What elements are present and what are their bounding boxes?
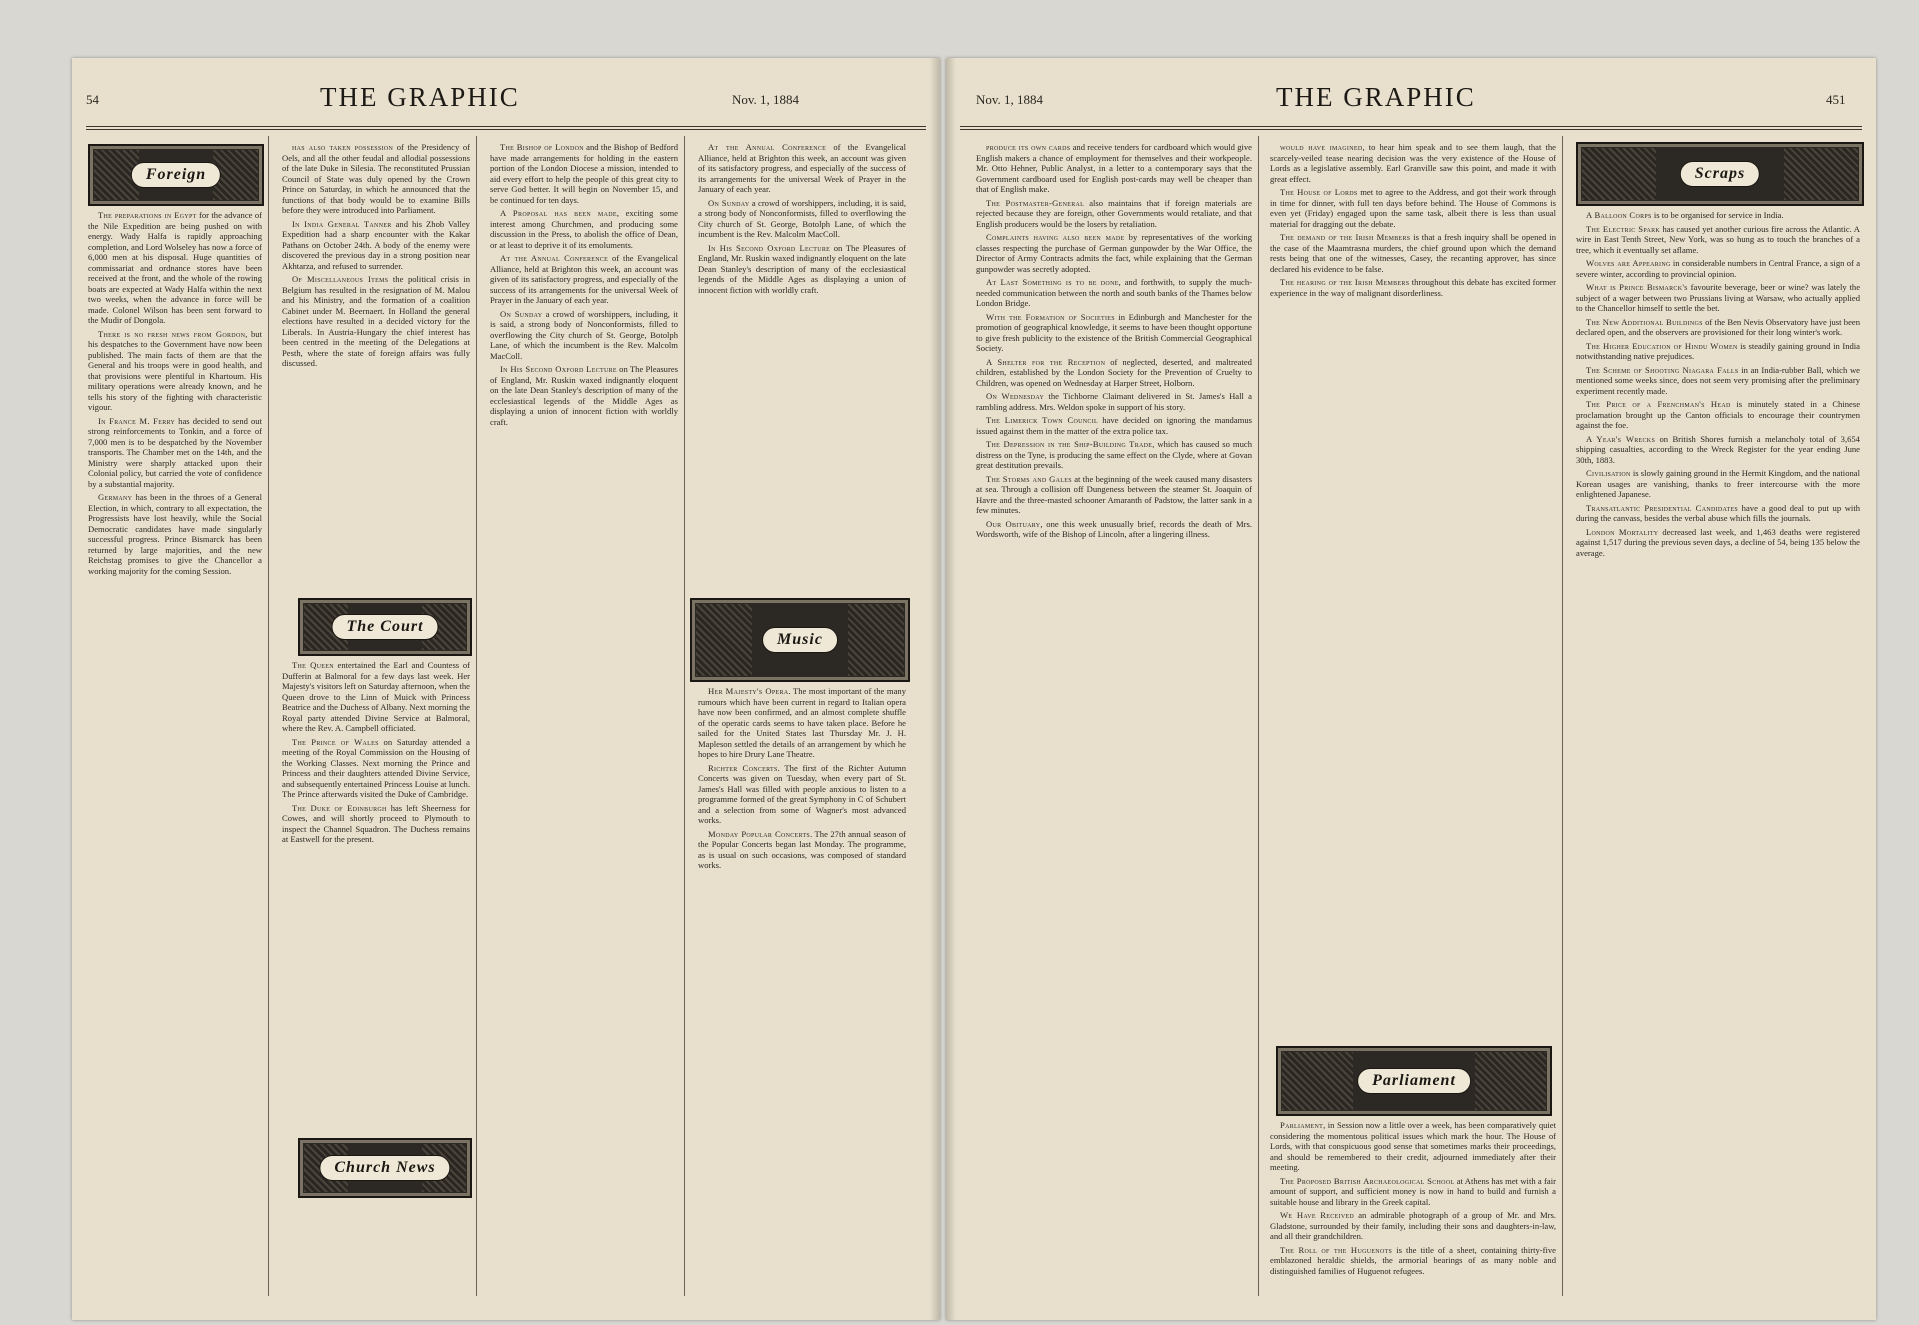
article-paragraph: [282, 803, 470, 845]
paragraph-text: has left Sheerness for Cowes, and will shortly proceed to Plymouth to inspect the Channel Squadron. The Duchess remains at Eastwell for the present.: [282, 802, 470, 844]
article-paragraph: [976, 415, 1252, 436]
article-column-2: [282, 142, 470, 592]
masthead: [72, 82, 940, 122]
paragraph-text: is minutely stated in a Chinese proclamation brought up the Canton officials to encourage their countrymen against the foe.: [1576, 399, 1860, 430]
paragraph-text: met to agree to the Address, and got their work through in time for dinner, with full ten days before behind. The House of Commons is even yet (Friday) engaged upon the same task, albeit there is less than usual material for dragging out the debate.: [1270, 187, 1556, 229]
issue-date: Nov. 1, 1884: [732, 92, 800, 107]
paragraph-lead: On Sunday: [500, 308, 543, 319]
article-paragraph: [1576, 224, 1860, 256]
section-banner-church-news: [298, 1138, 472, 1198]
column-divider: [268, 136, 269, 1296]
article-paragraph: [1576, 434, 1860, 466]
paragraph-text: of neglected, deserted, and maltreated children, established by the London Society for the Prevention of Cruelty to Children, was opened on Wednesday at Harper Street, Holborn.: [976, 356, 1252, 388]
paragraph-text: entertained the Earl and Countess of Dufferin at Balmoral for a few days last week. Her Majesty's visitors left on Saturday afternoon, when the Queen drove to the Linn of Muick with Princess Beatrice and the Duchess of Albany. Next morning the Royal party attended Divine Service at Balmoral, where the Rev. A. Campbell officiated.: [282, 660, 470, 733]
paragraph-text: in an India-rubber Ball, which we mentioned some weeks since, does not seem very promising after the preliminary experiment recently made.: [1576, 364, 1860, 396]
paragraph-text: on Saturday attended a meeting of the Royal Commission on the Housing of the Working Classes. Next morning the Prince and Princess and their daughters attended Divine Service, and subsequently entertained Princess Louise at lunch. The Prince afterwards visited the Duke of Cambridge.: [282, 736, 470, 799]
article-paragraph: [1576, 527, 1860, 559]
paragraph-text: is to be organised for service in India.: [1651, 210, 1784, 220]
paragraph-lead: There is no fresh news from Gordon: [98, 328, 246, 339]
paragraph-lead: Germany: [98, 492, 133, 502]
article-paragraph: [88, 210, 262, 326]
article-column-5: [698, 142, 906, 592]
paragraph-text: and his Zhob Valley Expedition had a sharp encounter with the Kakar Pathans on October 24th. A body of the enemy were discovered the previous day in a strong position near Akhtarza, and refused to surrender.: [282, 218, 470, 271]
paragraph-text: have decided on ignoring the mandamus issued against them in the matter of the extra police tax.: [976, 415, 1252, 436]
paragraph-lead: The Electric Spark: [1586, 223, 1661, 234]
section-title: Parliament: [1357, 1068, 1471, 1094]
paragraph-lead: The Queen: [292, 660, 334, 670]
article-column-1: [976, 142, 1252, 1300]
article-paragraph: [1576, 468, 1860, 500]
article-paragraph: [1576, 341, 1860, 362]
paragraph-text: , one this week unusually brief, records the death of Mrs. Wordsworth, wife of the Bishop of Lincoln, after a lingering illness.: [976, 518, 1252, 539]
paragraph-lead: On Sunday: [708, 197, 750, 208]
article-paragraph: [976, 232, 1252, 274]
article-paragraph: [1270, 277, 1556, 298]
paragraph-lead: We Have Received: [1280, 1210, 1355, 1220]
column-divider: [476, 136, 477, 1296]
paragraph-text: of the Evangelical Alliance, held at Brighton this week, an account was given of its satisfactory progress, and especially of the success of its arrangements for the universal Week of Prayer in the January of each year.: [490, 253, 678, 305]
paragraph-lead: Her Majesty's Opera: [708, 686, 789, 696]
paragraph-lead: A Proposal has been made: [500, 208, 617, 218]
banner-ornament: [1582, 148, 1656, 200]
article-paragraph: [976, 142, 1252, 195]
paragraph-lead: At the Annual Conference: [708, 142, 827, 152]
article-paragraph: [976, 277, 1252, 309]
column-divider: [684, 136, 685, 1296]
article-paragraph: [1270, 1210, 1556, 1242]
paragraph-text: also maintains that if foreign materials are rejected because they are foreign, other Governments would retaliate, and that English producers would be the losers by retaliation.: [976, 197, 1252, 229]
paragraph-text: by representatives of the working classes respecting the purchase of German gunpowder by the War Office, the Director of Army Contracts admits the fact, while explaining that the German gunpowder was secretly adopted.: [976, 232, 1252, 274]
paragraph-text: . The most important of the many rumours which have been current in regard to Italian opera have now been confirmed, and an almost complete shuffle of the operatic cards seems to have taken place. Before he sailed for the United States last Thursday Mr. J. H. Mapleson settled the details of an arrangement by which he hopes to hire Drury Lane Theatre.: [698, 686, 906, 759]
page-title: THE GRAPHIC: [1276, 82, 1476, 112]
paragraph-lead: With the Formation of Societies: [986, 311, 1115, 322]
paragraph-text: of the Ben Nevis Observatory have just been declared open, and the observers are provisioned for their long winter's work.: [1576, 316, 1860, 337]
left-newspaper-page: [72, 58, 940, 1320]
section-title: Music: [762, 627, 838, 653]
article-paragraph: [1270, 1120, 1556, 1173]
paragraph-lead: London Mortality: [1586, 526, 1659, 537]
paragraph-text: has decided to send out strong reinforcements to Tonkin, and a force of 7,000 men is to be despatched by the November transports. The Chamber met on the 14th, and the Ministry were sharply attacked upon their Colonial policy, but carried the vote of confidence by a substantial majority.: [88, 415, 262, 489]
paragraph-lead: The hearing of the Irish Members: [1280, 277, 1410, 287]
article-paragraph: [1270, 187, 1556, 229]
section-banner-parliament: [1276, 1046, 1552, 1116]
section-banner-music: [690, 598, 910, 682]
paragraph-text: , exciting some interest among Churchmen, and producing some discussion in the Press, to abolish the office of Dean, or at least to deprive it of its emoluments.: [490, 208, 678, 250]
paragraph-text: a crowd of worshippers, including, it is said, a strong body of Nonconformists, filled to overflowing the City church of St. George, Botolph Lane, of which the incumbent is the Rev. Malcolm MacColl.: [698, 197, 906, 239]
paragraph-lead: The Price of a Frenchman's Head: [1586, 399, 1731, 409]
article-paragraph: [490, 309, 678, 362]
article-paragraph: [1576, 210, 1860, 221]
paragraph-text: for the advance of the Nile Expedition are being pushed on with energy. Wady Halfa is rapidly approaching completion, and Lord Wolseley has now a force of 6,000 men at his disposal. Huge quantities of commissariat and ordnance stores have been received at the front, and the whole of the rowing boats are expected at Wady Halfa within the next two weeks, when the advance in force will be made. Colonel Wilson has been sent forward to the Mudir of Dongola.: [88, 210, 262, 325]
paragraph-lead: The Limerick Town Council: [986, 415, 1098, 425]
section-title: Foreign: [131, 162, 221, 188]
banner-ornament: [848, 604, 904, 676]
article-paragraph: [976, 474, 1252, 516]
paragraph-text: . The 27th annual season of the Popular Concerts began last Monday. The programme, as is usual on such occasions, was composed of standard works.: [698, 828, 906, 870]
article-paragraph: [282, 142, 470, 216]
article-paragraph: [698, 686, 906, 760]
gutter-shadow: [930, 58, 940, 1320]
paragraph-text: throughout this debate has excited former experience in the way of malignant disorderliness.: [1270, 277, 1556, 298]
article-column-4: [490, 142, 678, 1300]
paragraph-text: at the beginning of the week caused many disasters at sea. Through a collision off Dungeness between the steamer St. Joaquin of Havre and the three-masted schooner Amaranth of Padstow, the latter sank in a few minutes.: [976, 473, 1252, 515]
article-paragraph: [1576, 503, 1860, 524]
paragraph-text: at Athens has met with a fair amount of support, and sufficient money is now in hand to build and furnish a suitable house and library in the Greek capital.: [1270, 1175, 1556, 1207]
page-number: 54: [86, 92, 99, 107]
paragraph-lead: On Wednesday: [986, 391, 1045, 401]
section-title: Scraps: [1680, 161, 1760, 187]
article-column-3: [282, 660, 470, 1300]
paragraph-text: decreased last week, and 1,463 deaths were registered against 1,517 during the previous seven days, a decline of 54, being 135 below the average.: [1576, 526, 1860, 558]
article-paragraph: [976, 312, 1252, 354]
article-paragraph: [490, 208, 678, 250]
article-paragraph: [1270, 232, 1556, 274]
article-paragraph: [976, 519, 1252, 540]
paragraph-lead: In France M. Ferry: [98, 415, 176, 426]
article-column-3: [1270, 1120, 1556, 1300]
article-paragraph: [1576, 317, 1860, 338]
gutter-shadow: [946, 58, 956, 1320]
article-paragraph: [976, 439, 1252, 471]
paragraph-lead: The House of Lords: [1280, 187, 1358, 197]
banner-ornament: [696, 604, 752, 676]
paragraph-lead: Civilisation: [1586, 468, 1631, 478]
article-paragraph: [1576, 282, 1860, 314]
paragraph-lead: At Last Something is to be done: [986, 277, 1119, 287]
paragraph-lead: The preparations in Egypt: [98, 210, 197, 220]
article-paragraph: [1270, 1245, 1556, 1277]
article-paragraph: [490, 364, 678, 427]
paragraph-lead: Our Obituary: [986, 518, 1041, 529]
paragraph-text: . The first of the Richter Autumn Concerts was given on Tuesday, when every part of St. James's Hall was filled with people anxious to listen to a programme formed of the great Symphony in C of Schubert and a selection from some of Wagner's most advanced works.: [698, 762, 906, 825]
right-newspaper-page: [946, 58, 1876, 1320]
article-paragraph: [1576, 399, 1860, 431]
paragraph-text: in Edinburgh and Manchester for the promotion of geographical knowledge, it seems to have been thought opportune to give fresh publicity to the existence of the British Commercial Geographical Society.: [976, 311, 1252, 353]
paragraph-lead: The Prince of Wales: [292, 736, 379, 747]
paragraph-text: has been in the throes of a General Election, in which, contrary to all expectation, the Progressists have lost heavily, while the Social Democratic candidates have made singularly successful progress. Prince Bismarck has been returned by large majorities, and the new Reichstag promises to give the Chancellor a working majority for the coming Session.: [88, 492, 262, 576]
paragraph-text: is the title of a sheet, containing thirty-five emblazoned heraldic shields, the armorial bearings of as many noble and distinguished families of Huguenot refugees.: [1270, 1244, 1556, 1276]
paragraph-text: the political crisis in Belgium has resulted in the resignation of M. Malou and his Ministry, and the formation of a coalition Cabinet under M. Beernaert. In Holland the general elections have resulted in a decided victory for the Liberals. In Austria-Hungary the chief interest has been centred in the meeting of the Delegations at Pesth, where the state of foreign affairs was fully discussed.: [282, 274, 470, 368]
article-paragraph: [1270, 1176, 1556, 1208]
paragraph-text: the Tichborne Claimant delivered in St. James's Hall a rambling address. Mrs. Weldon spoke in support of his story.: [976, 391, 1252, 412]
paragraph-text: on The Pleasures of England, Mr. Ruskin waxed indignantly eloquent on the late Dean Stanley's description of many of the ecclesiastical legends of the Middle Ages as displaying a union of innocent fiction with worldly craft.: [490, 364, 678, 427]
paragraph-text: in considerable numbers in Central France, a sign of a severe winter, according to provincial opinion.: [1576, 258, 1860, 279]
paragraph-text: , but his despatches to the Government have now been published. The main facts of them are that the General and his troops were in good health, and that provisions were plentiful in Khartoum. His military operations were already known, and he tells his story of the fighting with characteristic vigour.: [88, 328, 262, 412]
section-banner-foreign: [88, 144, 264, 206]
paragraph-text: , in Session now a little over a week, has been comparatively quiet considering the momentous political issues which mark the hour. The House of Lords, with that conspicuous good sense that sometimes marks their proceedings, and should be remembered to their credit, adjourned immediately after their meeting.: [1270, 1120, 1556, 1172]
article-column-6: [698, 686, 906, 1300]
paragraph-lead: Richter Concerts: [708, 762, 778, 773]
article-paragraph: [698, 243, 906, 296]
paragraph-lead: The Postmaster-General: [986, 197, 1085, 208]
paragraph-text: have a good deal to put up with during the canvass, besides the verbal abuse which fills the journals.: [1576, 502, 1860, 523]
header-rule: [960, 129, 1862, 130]
paragraph-lead: A Shelter for the Reception: [986, 356, 1106, 367]
paragraph-lead: In His Second Oxford Lecture: [708, 242, 831, 253]
article-paragraph: [698, 198, 906, 240]
column-divider: [1258, 136, 1259, 1296]
paragraph-text: on British Shores furnish a melancholy total of 3,654 shipping casualties, according to the Wreck Register for the year ending June 30th, 1883.: [1576, 433, 1860, 465]
paragraph-lead: Complaints having also been made: [986, 232, 1125, 242]
article-paragraph: [282, 219, 470, 272]
paragraph-lead: The Proposed British Archaeological School: [1280, 1175, 1455, 1186]
paragraph-text: is that a fresh inquiry shall be opened in the case of the Maamtrasna murders, the chief ground upon which the demand rests being that one of the witnesses, Casey, the recanting approver, has since declared his evidence to be false.: [1270, 232, 1556, 274]
paragraph-lead: Wolves are Appearing: [1586, 258, 1671, 268]
paragraph-text: a crowd of worshippers, including, it is said, a strong body of Nonconformists, filled to overflowing the City church of St. George, Botolph Lane, of which the incumbent is the Rev. Malcolm MacColl.: [490, 308, 678, 361]
article-paragraph: [88, 329, 262, 413]
paragraph-text: an admirable photograph of a group of Mr. and Mrs. Gladstone, surrounded by their family, including their sons and daughters-in-law, and all their grandchildren.: [1270, 1210, 1556, 1241]
paragraph-lead: The Roll of the Huguenots: [1280, 1244, 1393, 1255]
article-paragraph: [1270, 142, 1556, 184]
paragraph-lead: In His Second Oxford Lecture: [500, 364, 617, 374]
paragraph-text: and receive tenders for cardboard which would give English makers a chance of employment for themselves and their workpeople. Mr. Otto Hehner, Public Analyst, in a letter to a contemporary says that the Government cardboard used for English post-cards may well be cheaper than that of English make.: [976, 142, 1252, 194]
paragraph-lead: The demand of the Irish Members: [1280, 232, 1411, 242]
article-paragraph: [490, 253, 678, 306]
paragraph-text: of the Presidency of Oels, and all the other feudal and allodial possessions of the late Duke in Silesia. The reconstituted Prussian Council of State was duly opened by the Crown Prince on Saturday, in which he announced that the functions of that body would be to examine Bills before they were introduced into Parliament.: [282, 142, 470, 215]
paragraph-lead: Of Miscellaneous Items: [292, 274, 389, 284]
paragraph-text: and the Bishop of Bedford have made arrangements for holding in the eastern portion of the London Diocese a mission, intended to aid every effort to help the people of this great city to serve God better. It will begin on November 15, and be continued for ten days.: [490, 142, 678, 205]
paragraph-text: , to hear him speak and to see them laugh, that the scarcely-veiled tease nearing decision was the very existence of the House of Lords as a legislative assembly. Earl Granville saw this point, and made it with great effect.: [1270, 142, 1556, 184]
paragraph-text: has caused yet another curious fire across the Atlantic. A wire in East Tenth Street, New York, was so hung as to touch the branches of a tree, which it eventually set aflame.: [1576, 223, 1860, 255]
article-paragraph: [282, 660, 470, 734]
paragraph-text: , which has caused so much distress on the Tyne, is producing the same effect on the Clyde, where at Govan great destitution prevails.: [976, 439, 1252, 470]
paragraph-lead: The Bishop of London: [500, 142, 584, 152]
section-title: Church News: [319, 1155, 450, 1181]
section-banner-court: [298, 598, 472, 656]
paragraph-lead: At the Annual Conference: [500, 253, 609, 263]
article-paragraph: [976, 357, 1252, 389]
article-paragraph: [976, 391, 1252, 412]
paragraph-lead: Monday Popular Concerts: [708, 828, 811, 839]
paragraph-lead: What is Prince Bismarck's: [1586, 282, 1688, 292]
paragraph-lead: A Balloon Corps: [1586, 210, 1652, 220]
paragraph-lead: would have imagined: [1280, 142, 1363, 152]
article-paragraph: [88, 492, 262, 576]
article-paragraph: [282, 737, 470, 800]
banner-ornament: [1784, 148, 1858, 200]
issue-date: Nov. 1, 1884: [976, 92, 1044, 107]
section-title: The Court: [331, 614, 438, 640]
banner-ornament: [1282, 1052, 1353, 1110]
article-paragraph: [282, 274, 470, 369]
paragraph-lead: has also taken possession: [292, 142, 394, 152]
header-rule: [86, 126, 926, 127]
article-paragraph: [1576, 365, 1860, 397]
article-paragraph: [698, 829, 906, 871]
paragraph-text: on The Pleasures of England, Mr. Ruskin waxed indignantly eloquent on the late Dean Stanley's description of many of the ecclesiastical legends of the Middle Ages as displaying a union of innocent fiction with worldly craft.: [698, 242, 906, 295]
paragraph-lead: Transatlantic Presidential Candidates: [1586, 502, 1739, 513]
article-column-1: [88, 210, 262, 1300]
page-number: 451: [1826, 92, 1846, 107]
page-title: THE GRAPHIC: [320, 82, 520, 112]
article-column-2: [1270, 142, 1556, 1038]
column-divider: [1562, 136, 1563, 1296]
paragraph-text: is steadily gaining ground in India notwithstanding native prejudices.: [1576, 340, 1860, 361]
article-paragraph: [1576, 258, 1860, 279]
paragraph-text: favourite beverage, beer or wine? was lately the subject of a wager between two Prussians living at Warsaw, who actually applied to the Chancellor himself to settle the bet.: [1576, 282, 1860, 313]
paragraph-lead: The Scheme of Shooting Niagara Falls: [1586, 364, 1739, 375]
section-banner-scraps: [1576, 142, 1864, 206]
paragraph-text: of the Evangelical Alliance, held at Brighton this week, an account was given of its satisfactory progress, and especially of the success of its arrangements for the universal Week of Prayer in the January of each year.: [698, 142, 906, 194]
paragraph-lead: produce its own cards: [986, 142, 1071, 152]
paragraph-lead: The Higher Education of Hindu Women: [1586, 340, 1738, 351]
article-paragraph: [490, 142, 678, 205]
article-paragraph: [698, 142, 906, 195]
article-column-4: [1576, 210, 1860, 1300]
article-paragraph: [976, 198, 1252, 230]
paragraph-text: , and forthwith, to supply the much-needed communication between the north and south banks of the Thames below London Bridge.: [976, 277, 1252, 308]
header-rule: [960, 126, 1862, 127]
header-rule: [86, 129, 926, 130]
banner-ornament: [1475, 1052, 1546, 1110]
paragraph-lead: Parliament: [1280, 1120, 1324, 1130]
paragraph-lead: A Year's Wrecks: [1586, 433, 1656, 444]
article-paragraph: [88, 416, 262, 490]
paragraph-lead: The Duke of Edinburgh: [292, 802, 387, 813]
masthead: [946, 82, 1876, 122]
paragraph-text: is slowly gaining ground in the Hermit Kingdom, and the national Korean usages are vanishing, thanks to freer intercourse with the more enlightened Japanese.: [1576, 468, 1860, 499]
article-paragraph: [698, 763, 906, 826]
paragraph-lead: The Storms and Gales: [986, 473, 1072, 484]
paragraph-lead: The New Additional Buildings: [1586, 316, 1703, 327]
paragraph-lead: The Depression in the Ship-Building Trade: [986, 439, 1153, 449]
paragraph-lead: In India General Tanner: [292, 218, 392, 229]
